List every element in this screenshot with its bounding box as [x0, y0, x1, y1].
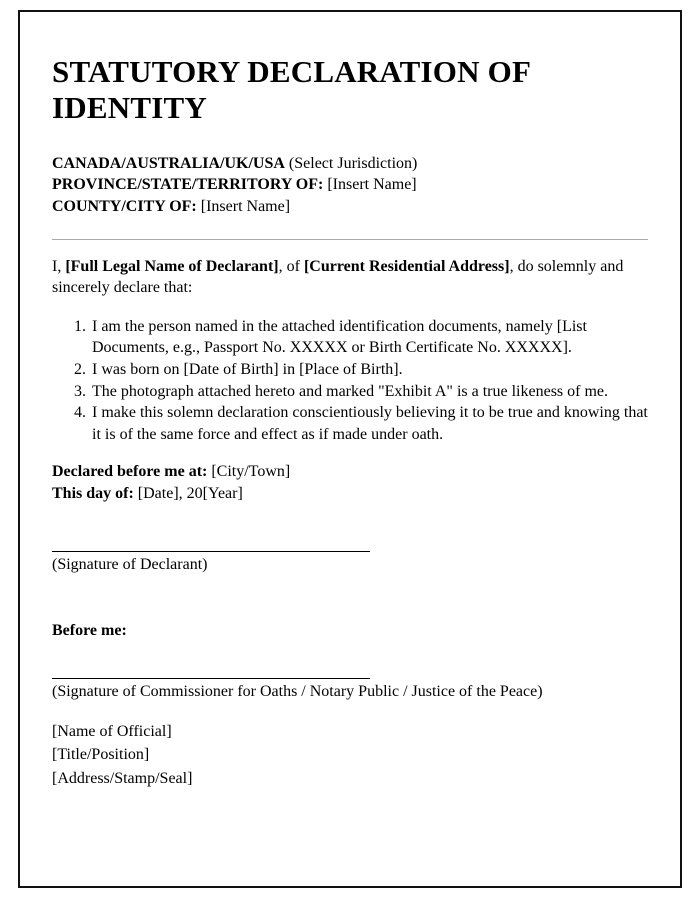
document-title: STATUTORY DECLARATION OF IDENTITY: [52, 54, 530, 125]
declaration-item: 4. I make this solemn declaration conscientiously believing it to be true and knowing that it is of the same force and effect as if made under oath.: [90, 402, 648, 445]
declarant-name-placeholder: [Full Legal Name of Declarant]: [65, 257, 279, 275]
declared-block: [52, 461, 648, 504]
declared-at-line: [52, 461, 648, 483]
declarant-address-placeholder: [Current Residential Address]: [303, 257, 510, 275]
official-title-line: [Title/Position]: [52, 746, 150, 764]
commissioner-signature-line: [52, 678, 370, 679]
county-label: COUNTY/CITY OF:: [52, 197, 197, 215]
declarant-signature-line: [52, 551, 370, 552]
province-value: [Insert Name]: [323, 176, 417, 194]
declared-at-label: Declared before me at:: [52, 463, 208, 481]
document-border: [18, 10, 682, 888]
commissioner-signature-caption: (Signature of Commissioner for Oaths / Notary Public / Justice of the Peace): [52, 682, 543, 700]
intro-paragraph: [52, 256, 648, 299]
province-label: PROVINCE/STATE/TERRITORY OF:: [52, 176, 324, 194]
jurisdiction-line: [52, 153, 648, 174]
jurisdiction-note: (Select Jurisdiction): [284, 155, 418, 173]
declaration-item: 2. I was born on [Date of Birth] in [Place of Birth].: [90, 359, 648, 381]
intro-seg-5: , do solemnly and sincerely declare that:: [52, 257, 624, 297]
official-block: [52, 721, 648, 790]
declaration-item: 1. I am the person named in the attached identification documents, namely [List Documents, e.g., Passport No. XXXXX or Birth Certificate No. XXXXX].: [90, 316, 648, 359]
intro-seg-3: , of: [278, 257, 304, 275]
county-line: [52, 196, 648, 217]
jurisdiction-block: [52, 153, 648, 216]
section-divider: [52, 239, 648, 240]
province-line: [52, 174, 648, 195]
intro-seg-1: I,: [52, 257, 66, 275]
day-label: This day of:: [52, 484, 134, 502]
declared-at-value: [City/Town]: [207, 463, 291, 481]
day-line: [52, 483, 648, 505]
county-value: [Insert Name]: [196, 197, 291, 215]
day-value: [Date], 20[Year]: [133, 484, 243, 502]
declaration-list: [52, 316, 648, 446]
official-name-line: [Name of Official]: [52, 722, 172, 740]
jurisdiction-countries: CANADA/AUSTRALIA/UK/USA: [52, 155, 285, 173]
official-address-line: [Address/Stamp/Seal]: [52, 769, 193, 787]
declaration-item: 3. The photograph attached hereto and marked "Exhibit A" is a true likeness of me.: [90, 381, 648, 403]
declarant-signature-caption: (Signature of Declarant): [52, 555, 208, 573]
before-me-heading: Before me:: [52, 621, 127, 639]
